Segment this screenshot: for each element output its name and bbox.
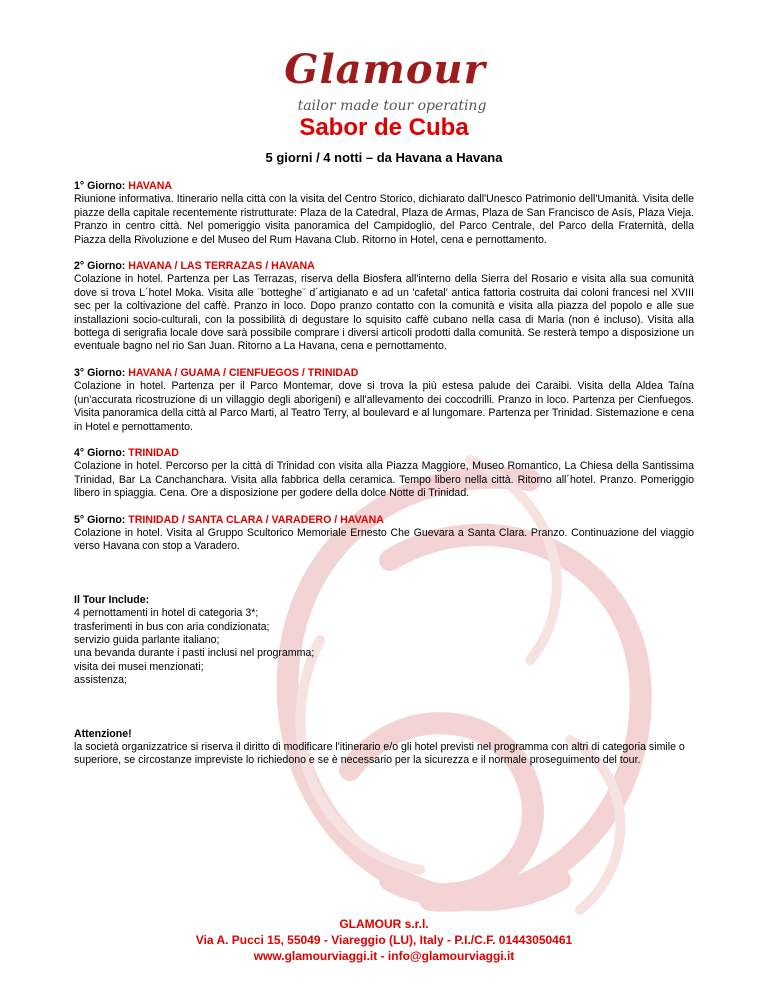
day-place: HAVANA / LAS TERRAZAS / HAVANA: [128, 260, 315, 273]
day-label: 5° Giorno:: [74, 513, 129, 526]
include-item: una bevanda durante i pasti inclusi nel programma;: [74, 647, 315, 660]
day-label: 4° Giorno:: [74, 446, 129, 459]
day-text: Colazione in hotel. Partenza per Las Terrazas, riserva della Biosfera all'interno della Sierra del Rosario e visita alla sua comunità dove si trova L´hotel Moka. Visita alle ¨botteghe¨ d´artigianato e ad un 'cafetal' antica fattoria costruita dai coloni francesi nel XVIII sec per la coltivazione del caffè. Pranzo in loco. Dopo pranzo contatto con la comunità e visita alla piazza del popolo e alle sue installazioni socio-culturali, con la possibilità di degustare lo squisito caffè cubano nella casa di Maria (non é incluso). Visita alla bottega di serigrafia locale dove sarà possibile comprare i diversi articoli prodotti dalla comunità. Se resterà tempo a disposizione un eventuale bagno nel rio San Juan. Ritorno a La Havana, cena e pernottamento.: [74, 273, 694, 353]
day-label: 1° Giorno:: [74, 180, 129, 192]
include-item: trasferimenti in bus con aria condizionata;: [74, 620, 270, 633]
includes-heading: Il Tour Include:: [74, 593, 150, 606]
day-place: HAVANA: [128, 180, 173, 192]
day-4: [74, 447, 694, 501]
footer-address: Via A. Pucci 15, 55049 - Viareggio (LU), Italy - P.I./C.F. 01443050461: [195, 933, 573, 947]
day-text: Colazione in hotel. Visita al Gruppo Scultorico Memoriale Ernesto Che Guevara a Santa Clara. Pranzo. Continuazione del viaggio verso Havana con stop a Varadero.: [74, 526, 694, 553]
includes-section: [74, 594, 694, 688]
day-1: [74, 180, 694, 247]
footer-company: GLAMOUR s.r.l.: [339, 917, 429, 931]
attention-heading: Attenzione!: [74, 727, 132, 740]
day-text: Colazione in hotel. Percorso per la città di Trinidad con visita alla Piazza Maggiore, Museo Romantico, La Chiesa della Santissima Trinidad, Bar La Canchanchara. Visita alla fabbrica della ceramica. Tempo libero nella città. Ritorno all´hotel. Pranzo. Pomeriggio libero in spiaggia. Cena. Ore a disposizione per godere della dolce Notte di Trinidad.: [74, 460, 694, 500]
attention-section: [74, 728, 694, 768]
include-item: servizio guida parlante italiano;: [74, 633, 220, 646]
company-footer: [0, 916, 768, 964]
include-item: 4 pernottamenti in hotel di categoria 3*;: [74, 607, 259, 620]
day-5: [74, 514, 694, 554]
include-item: visita dei musei menzionati;: [74, 660, 204, 673]
tour-title: Sabor de Cuba: [299, 114, 469, 141]
day-text: Colazione in hotel. Partenza per il Parco Montemar, dove si trova la più estesa palude dei Caraibi. Visita della Aldea Taína (un'accurata ricostruzione di un villaggio degli aborigeni) e all'allevamento dei coccodrilli. Pranzo in loco. Partenza per Cienfuegos. Visita panoramica della città al Parco Marti, al Teatro Terry, al boulevard e al lungomare. Partenza per Trinidad. Sistemazione e cena in Hotel e pernottamento.: [74, 380, 694, 433]
itinerary-content: [74, 180, 694, 768]
day-3: [74, 367, 694, 434]
logo-tagline: tailor made tour operating: [297, 98, 487, 114]
day-place: HAVANA / GUAMA / CIENFUEGOS / TRINIDAD: [128, 366, 359, 379]
logo-wordmark: Glamour: [284, 46, 486, 93]
tour-subtitle: 5 giorni / 4 notti – da Havana a Havana: [265, 150, 503, 165]
footer-web: www.glamourviaggi.it - info@glamourviaggi.it: [253, 949, 515, 963]
day-label: 2° Giorno:: [74, 260, 129, 273]
day-place: TRINIDAD / SANTA CLARA / VARADERO / HAVANA: [128, 513, 384, 526]
day-place: TRINIDAD: [128, 446, 179, 459]
include-item: assistenza;: [74, 674, 127, 687]
day-2: [74, 260, 694, 354]
day-label: 3° Giorno:: [74, 366, 129, 379]
attention-text: la società organizzatrice si riserva il diritto di modificare l'itinerario e/o gli hotel previsti nel programma con altri di categoria simile o superiore, se circostanze impreviste lo richiedono e se è necessario per la sicurezza e il normale proseguimento del tour.: [74, 741, 685, 767]
day-text: Riunione informativa. Itinerario nella città con la visita del Centro Storico, dichiarato dall'Unesco Patrimonio dell'Umanità. Visita delle piazze della capitale recentemente ristrutturate: Plaza de la Catedral, Plaza de Armas, Plaza de San Francisco de Asís, Plaza Vieja. Pranzo in centro città. Nel pomeriggio visita panoramica del Campidoglio, del Parco Centrale, del Parco della Fraternità, della Piazza della Rivoluzione e del Museo del Rum Havana Club. Ritorno in Hotel, cena e pernottamento.: [74, 193, 694, 246]
